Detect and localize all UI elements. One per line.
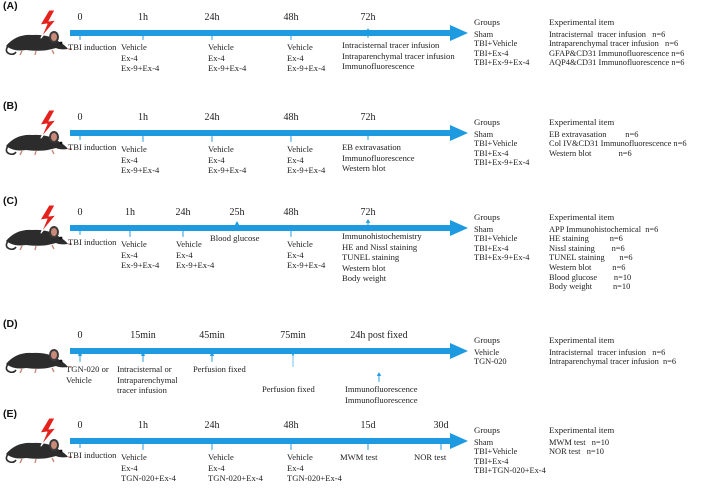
timepoint-label: 48h <box>283 420 299 431</box>
timepoint-label: 72h <box>360 12 376 23</box>
event-line: Ex-9+Ex-4 <box>176 260 215 271</box>
timepoint-event <box>117 364 178 396</box>
experimental-item <box>549 466 614 476</box>
items-header: Experimental item <box>549 117 615 127</box>
timepoint-event <box>68 42 116 53</box>
items-column <box>549 118 687 168</box>
timepoint-label: 15d <box>360 420 376 431</box>
timepoint-label: 15min <box>130 330 156 341</box>
event-line: Vehicle <box>66 374 92 385</box>
timepoint-event <box>208 452 263 484</box>
timepoint-label: 24h <box>175 207 191 218</box>
timepoint-event <box>287 239 325 271</box>
event-line: Immunofluorescence <box>345 394 418 405</box>
up-arrow-icon <box>365 217 371 231</box>
up-arrow-icon <box>77 223 83 237</box>
panel-e <box>0 408 709 503</box>
event-line: Ex-9+Ex-4 <box>121 260 160 271</box>
groups-column <box>474 426 546 476</box>
timepoint-event <box>66 364 109 385</box>
event-line: Ex-9+Ex-4 <box>287 165 326 176</box>
event-line: TBI induction <box>68 450 117 460</box>
event-line: Vehicle <box>176 239 202 249</box>
mouse-icon <box>2 416 72 464</box>
experimental-item: Western blot n=6 <box>549 148 632 158</box>
up-arrow-icon <box>234 219 240 233</box>
experimental-item: Intracisternal tracer infusion n=6 <box>549 347 666 357</box>
timepoint-label: 30d <box>433 420 449 431</box>
timepoint-event <box>208 42 246 74</box>
timepoint-event <box>68 142 116 153</box>
timepoint-label: 25h <box>229 207 245 218</box>
mouse-icon <box>2 8 72 56</box>
timepoint-event <box>176 239 214 271</box>
event-line: Intraparenchymal tracer infusion <box>342 50 455 61</box>
up-arrow-icon <box>77 128 83 142</box>
event-line: HE and Nissl staining <box>342 241 418 252</box>
timepoint-label: 24h <box>204 12 220 23</box>
event-line: Intracisternal tracer infusion <box>342 40 440 50</box>
event-line: Immunofluorescence <box>345 384 418 394</box>
up-arrow-icon <box>140 350 146 364</box>
timepoint-label: 0 <box>77 420 83 431</box>
event-line: Vehicle <box>287 452 313 462</box>
group-name: TBI+Vehicle <box>474 447 518 457</box>
timepoint-event <box>342 40 455 72</box>
timepoint-event <box>193 364 246 375</box>
panel-b <box>0 100 709 195</box>
experimental-item: NOR test n=10 <box>549 447 604 457</box>
event-line: Vehicle <box>208 144 234 154</box>
groups-column <box>474 18 530 68</box>
timeline-arrow <box>70 125 470 141</box>
experimental-item: HE staining n=6 <box>549 234 623 244</box>
event-line: Ex-9+Ex-4 <box>121 63 160 74</box>
event-line: Ex-4 <box>121 154 138 165</box>
group-name: TBI+Ex-4 <box>474 148 509 158</box>
timepoint-label: 45min <box>199 330 225 341</box>
timepoint-event <box>210 233 259 244</box>
event-line: TGN-020 or <box>66 364 109 374</box>
timepoint-label: 0 <box>77 330 83 341</box>
groups-header: Groups <box>474 212 500 222</box>
timeline-arrow <box>70 433 470 449</box>
event-line: Vehicle <box>121 42 147 52</box>
timepoint-event <box>345 384 418 405</box>
up-arrow-icon <box>365 26 371 40</box>
event-line: Ex-9+Ex-4 <box>121 165 160 176</box>
groups-column <box>474 336 507 367</box>
up-arrow-icon <box>438 438 444 452</box>
experimental-item: Nissl staining n=6 <box>549 243 625 253</box>
timepoint-label: 75min <box>280 330 306 341</box>
timepoint-event <box>287 42 325 74</box>
groups-column <box>474 213 530 263</box>
event-line: Body weight <box>342 273 387 284</box>
panel-c <box>0 195 709 315</box>
timepoint-label: 72h <box>360 112 376 123</box>
event-line: Vehicle <box>208 42 234 52</box>
event-line: Ex-9+Ex-4 <box>287 260 326 271</box>
panel-a <box>0 0 709 95</box>
items-header: Experimental item <box>549 425 615 435</box>
up-arrow-icon <box>209 28 215 42</box>
group-name: Sham <box>474 129 494 139</box>
event-line: TGN-020+Ex-4 <box>121 473 176 484</box>
event-line: Blood glucose <box>210 233 260 243</box>
group-name: Vehicle <box>474 347 500 357</box>
event-line: Ex-4 <box>287 462 304 473</box>
panel-d <box>0 318 709 413</box>
event-line: Ex-9+Ex-4 <box>287 63 326 74</box>
timepoint-label: 0 <box>77 12 83 23</box>
event-line: Immunofluorescence <box>342 152 415 163</box>
mouse-illustration <box>2 108 72 156</box>
event-line: TUNEL staining <box>342 252 400 263</box>
group-name: TGN-020 <box>474 357 507 367</box>
up-arrow-icon <box>376 370 382 384</box>
experimental-item: Intraparenchymal tracer infusion n=6 <box>549 357 677 367</box>
event-line: NOR test <box>414 452 447 462</box>
experimental-item: Western blot n=6 <box>549 262 626 272</box>
event-line: Vehicle <box>121 239 147 249</box>
timepoint-label: 0 <box>77 207 83 218</box>
up-arrow-icon <box>209 350 215 364</box>
event-line: Vehicle <box>287 42 313 52</box>
timepoint-label: 48h <box>283 112 299 123</box>
panel-label: (D) <box>3 318 18 330</box>
experimental-item: AQP4&CD31 Immunofluorescence n=6 <box>549 58 685 68</box>
up-arrow-icon <box>140 438 146 452</box>
group-name: TBI+TGN-020+Ex-4 <box>474 466 546 476</box>
event-line: Ex-4 <box>208 52 225 63</box>
event-line: Ex-4 <box>287 52 304 63</box>
event-line: Ex-4 <box>121 249 138 260</box>
mouse-illustration <box>2 8 72 56</box>
experimental-item: Intracisternal tracer infusion n=6 <box>549 29 666 39</box>
group-name: Sham <box>474 437 494 447</box>
timepoint-event <box>121 42 159 74</box>
groups-header: Groups <box>474 335 500 345</box>
up-arrow-icon <box>209 130 215 144</box>
panel-label: (E) <box>3 408 17 420</box>
timepoint-event <box>287 452 342 484</box>
items-header: Experimental item <box>549 17 615 27</box>
event-line: Vehicle <box>121 452 147 462</box>
timeline-arrow <box>70 25 470 41</box>
experimental-item: Blood glucose n=10 <box>549 272 632 282</box>
timepoint-label: 48h <box>283 12 299 23</box>
mouse-icon <box>2 326 72 374</box>
timepoint-event <box>121 239 159 271</box>
mouse-icon <box>2 108 72 156</box>
timepoint-label: 1h <box>125 207 135 218</box>
event-line: Vehicle <box>208 452 234 462</box>
timepoint-event <box>68 237 116 248</box>
timepoint-event <box>414 452 446 463</box>
event-line: Ex-4 <box>208 462 225 473</box>
event-line: Vehicle <box>121 144 147 154</box>
event-line: TBI induction <box>68 237 117 247</box>
experimental-item: MWM test n=10 <box>549 437 610 447</box>
up-arrow-icon <box>290 353 296 367</box>
mouse-illustration <box>2 326 72 374</box>
groups-header: Groups <box>474 17 500 27</box>
group-name: TBI+Vehicle <box>474 139 518 149</box>
timepoint-label: 48h <box>283 207 299 218</box>
experimental-item <box>549 457 614 467</box>
panel-label: (C) <box>3 195 18 207</box>
event-line: Intraparenchymal <box>117 374 178 385</box>
timepoint-label: 24h <box>204 112 220 123</box>
group-name: TBI+Ex-4 <box>474 48 509 58</box>
items-column <box>549 213 658 292</box>
experimental-item: EB extravasation n=6 <box>549 129 639 139</box>
panel-label: (B) <box>3 100 18 112</box>
experimental-item <box>549 158 687 168</box>
event-line: MWM test <box>340 452 378 462</box>
items-column <box>549 426 614 476</box>
items-header: Experimental item <box>549 212 615 222</box>
group-name: TBI+Ex-9+Ex-4 <box>474 158 530 168</box>
event-line: tracer infusion <box>117 385 167 396</box>
groups-header: Groups <box>474 425 500 435</box>
timepoint-event <box>342 231 422 284</box>
timepoint-event <box>208 144 246 176</box>
timepoint-event <box>68 450 116 461</box>
group-name: TBI+Ex-4 <box>474 456 509 466</box>
groups-column <box>474 118 530 168</box>
timepoint-label: 72h <box>360 207 376 218</box>
experimental-item: Col IV&CD31 Immunofluorescence n=6 <box>549 139 687 149</box>
up-arrow-icon <box>209 438 215 452</box>
event-line: Ex-4 <box>208 154 225 165</box>
up-arrow-icon <box>77 436 83 450</box>
timepoint-label: 1h <box>138 112 148 123</box>
event-line: Ex-4 <box>287 154 304 165</box>
items-column <box>549 336 676 367</box>
event-line: Western blot <box>342 163 386 174</box>
event-line: Immunohistochemistry <box>342 231 422 241</box>
timepoint-event <box>262 384 315 395</box>
event-line: Ex-4 <box>121 52 138 63</box>
up-arrow-icon <box>180 225 186 239</box>
event-line: Perfusion fixed <box>262 384 315 394</box>
experimental-item: TUNEL staining n=6 <box>549 253 633 263</box>
event-line: TBI induction <box>68 42 117 52</box>
timepoint-event <box>287 144 325 176</box>
timepoint-event <box>340 452 377 463</box>
event-line: Vehicle <box>287 144 313 154</box>
event-line: Ex-4 <box>121 462 138 473</box>
event-line: Ex-4 <box>176 249 193 260</box>
group-name: TBI+Ex-9+Ex-4 <box>474 253 530 263</box>
mouse-icon <box>2 203 72 251</box>
timepoint-label: 1h <box>138 12 148 23</box>
up-arrow-icon <box>288 225 294 239</box>
up-arrow-icon <box>365 438 371 452</box>
up-arrow-icon <box>365 128 371 142</box>
event-line: TGN-020+Ex-4 <box>208 473 263 484</box>
timepoint-event <box>342 142 415 174</box>
experimental-item: GFAP&CD31 Immunofluorescence n=6 <box>549 48 685 58</box>
event-line: TBI induction <box>68 142 117 152</box>
experimental-item: Body weight n=10 <box>549 282 631 292</box>
up-arrow-icon <box>288 28 294 42</box>
group-name: TBI+Vehicle <box>474 39 518 49</box>
up-arrow-icon <box>127 225 133 239</box>
event-line: EB extravasation <box>342 142 401 152</box>
experimental-item: Intraparenchymal tracer infusion n=6 <box>549 39 679 49</box>
mouse-illustration <box>2 203 72 251</box>
group-name: TBI+Vehicle <box>474 234 518 244</box>
items-header: Experimental item <box>549 335 615 345</box>
event-line: Ex-4 <box>287 249 304 260</box>
up-arrow-icon <box>140 28 146 42</box>
group-name: Sham <box>474 29 494 39</box>
timeline-arrow <box>70 343 470 359</box>
group-name: Sham <box>474 224 494 234</box>
up-arrow-icon <box>288 438 294 452</box>
timepoint-event <box>121 452 176 484</box>
timepoint-event <box>121 144 159 176</box>
up-arrow-icon <box>77 350 83 364</box>
event-line: Western blot <box>342 262 386 273</box>
event-line: Ex-9+Ex-4 <box>208 165 247 176</box>
timepoint-label: 1h <box>138 420 148 431</box>
event-line: Perfusion fixed <box>193 364 246 374</box>
event-line: Vehicle <box>287 239 313 249</box>
experimental-item: APP Immunohistochemical n=6 <box>549 224 659 234</box>
timepoint-label: 24h <box>204 420 220 431</box>
groups-header: Groups <box>474 117 500 127</box>
mouse-illustration <box>2 416 72 464</box>
timepoint-label: 24h post fixed <box>350 330 408 341</box>
up-arrow-icon <box>140 130 146 144</box>
group-name: TBI+Ex-4 <box>474 243 509 253</box>
group-name: TBI+Ex-9+Ex-4 <box>474 58 530 68</box>
panel-label: (A) <box>3 0 18 12</box>
event-line: Immunofluorescence <box>342 61 415 72</box>
timepoint-label: 0 <box>77 112 83 123</box>
event-line: TGN-020+Ex-4 <box>287 473 342 484</box>
up-arrow-icon <box>288 130 294 144</box>
up-arrow-icon <box>77 28 83 42</box>
items-column <box>549 18 684 68</box>
event-line: Intracisternal or <box>117 364 172 374</box>
event-line: Ex-9+Ex-4 <box>208 63 247 74</box>
